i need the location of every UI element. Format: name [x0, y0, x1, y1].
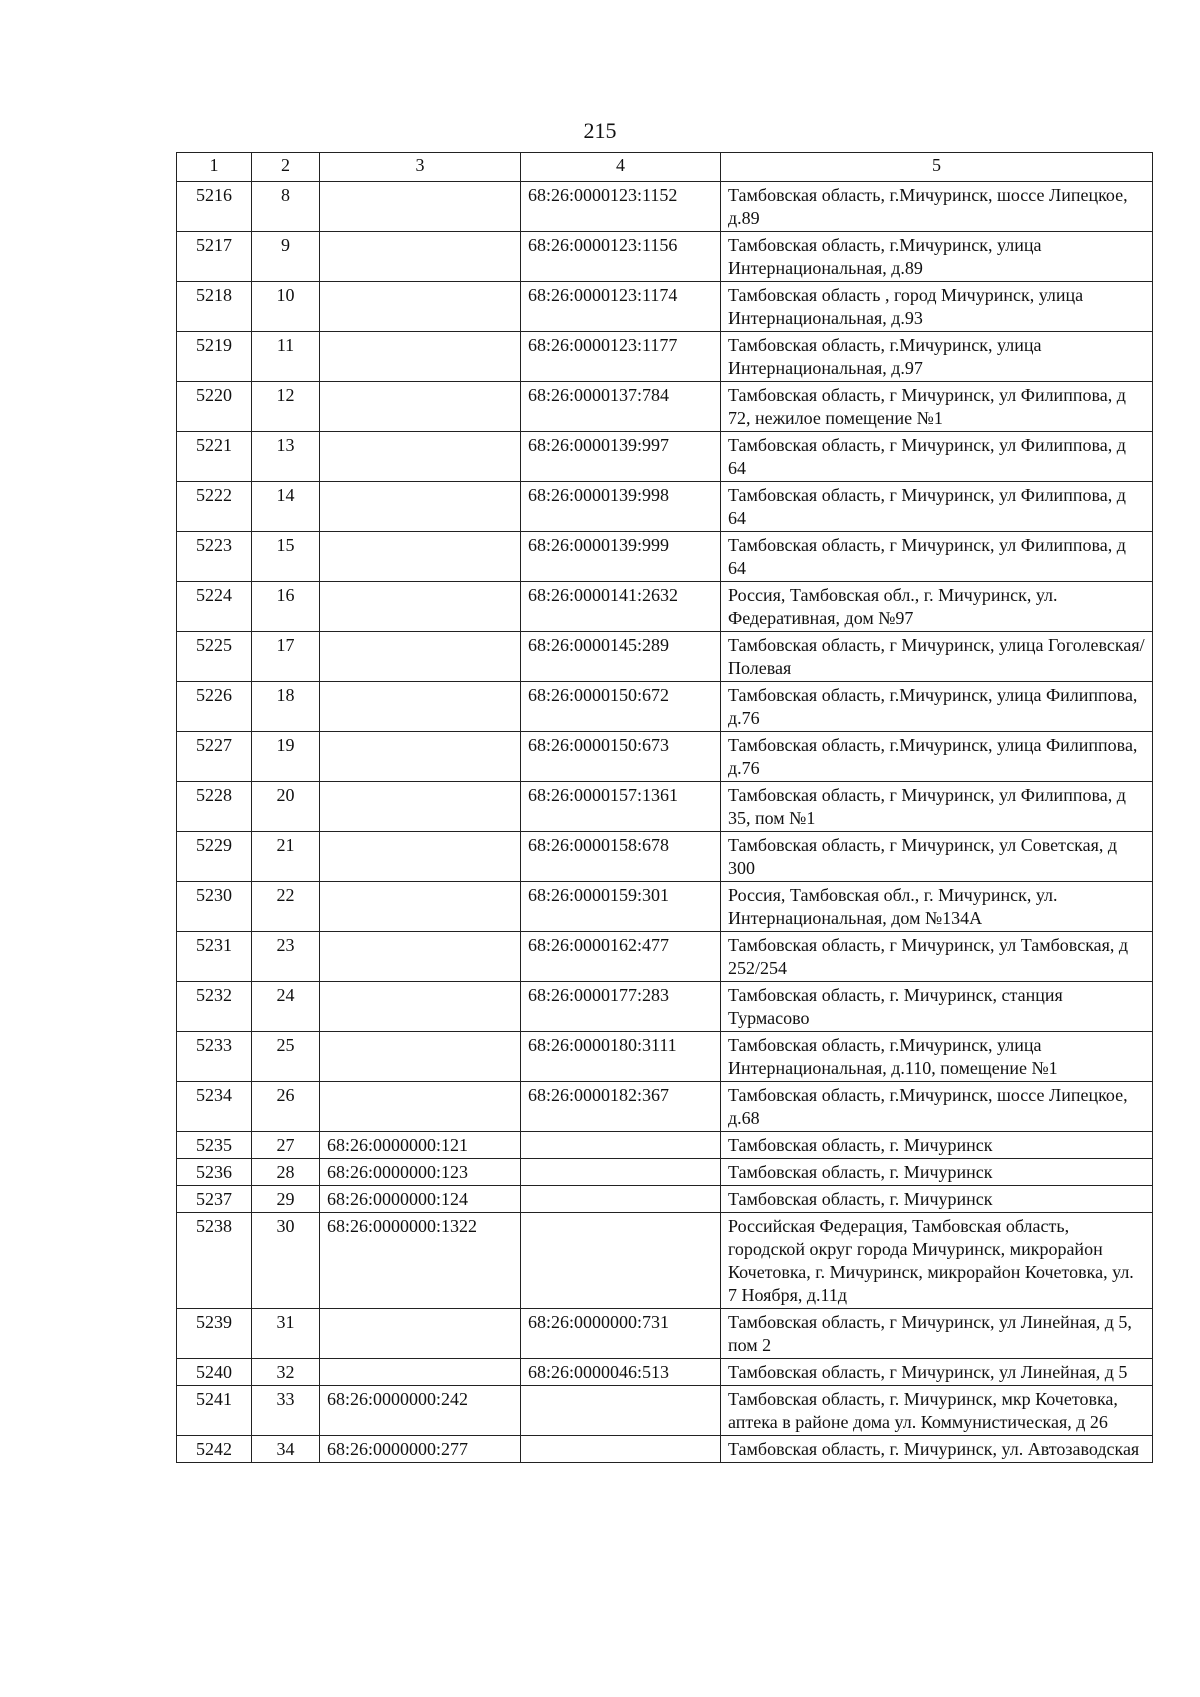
row-number-cell: 5235: [177, 1132, 252, 1159]
row-number-cell: 5226: [177, 682, 252, 732]
row-number-cell: 5238: [177, 1213, 252, 1309]
cadastral-col4-cell: 68:26:0000150:673: [521, 732, 721, 782]
cadastral-col3-cell: [320, 182, 521, 232]
address-cell: Тамбовская область, г Мичуринск, ул Советская, д 300: [721, 832, 1153, 882]
row-subnumber-cell: 24: [252, 982, 320, 1032]
cadastral-col3-cell: [320, 732, 521, 782]
row-subnumber-cell: 17: [252, 632, 320, 682]
address-cell: Тамбовская область, г.Мичуринск, улица Интернациональная, д.97: [721, 332, 1153, 382]
cadastral-col4-cell: 68:26:0000150:672: [521, 682, 721, 732]
table-row: [177, 182, 1153, 232]
cadastral-col4-cell: 68:26:0000177:283: [521, 982, 721, 1032]
row-number-cell: 5216: [177, 182, 252, 232]
address-cell: Тамбовская область, г.Мичуринск, улица Интернациональная, д.89: [721, 232, 1153, 282]
cadastral-col3-cell: [320, 682, 521, 732]
row-subnumber-cell: 23: [252, 932, 320, 982]
table-row: [177, 1159, 1153, 1186]
row-subnumber-cell: 34: [252, 1436, 320, 1463]
row-subnumber-cell: 33: [252, 1386, 320, 1436]
address-cell: Тамбовская область, г. Мичуринск, ул. Автозаводская: [721, 1436, 1153, 1463]
table-row: [177, 232, 1153, 282]
cadastral-col3-cell: 68:26:0000000:1322: [320, 1213, 521, 1309]
row-subnumber-cell: 13: [252, 432, 320, 482]
cadastral-col3-cell: [320, 532, 521, 582]
address-cell: Тамбовская область, г Мичуринск, ул Линейная, д 5: [721, 1359, 1153, 1386]
address-cell: Тамбовская область, г. Мичуринск: [721, 1186, 1153, 1213]
cadastral-col3-cell: [320, 932, 521, 982]
table-row: [177, 432, 1153, 482]
row-number-cell: 5217: [177, 232, 252, 282]
address-cell: Тамбовская область, г. Мичуринск, станция Турмасово: [721, 982, 1153, 1032]
cadastral-col3-cell: [320, 782, 521, 832]
table-row: [177, 1132, 1153, 1159]
cadastral-col3-cell: [320, 1082, 521, 1132]
cadastral-col3-cell: 68:26:0000000:121: [320, 1132, 521, 1159]
table-row: [177, 1436, 1153, 1463]
cadastral-col4-cell: [521, 1213, 721, 1309]
row-subnumber-cell: 22: [252, 882, 320, 932]
address-cell: Тамбовская область, г Мичуринск, ул Филиппова, д 64: [721, 432, 1153, 482]
cadastral-col3-cell: [320, 632, 521, 682]
cadastral-col3-cell: [320, 332, 521, 382]
cadastral-col4-cell: 68:26:0000145:289: [521, 632, 721, 682]
header-col-1: 1: [177, 153, 252, 182]
address-cell: Россия, Тамбовская обл., г. Мичуринск, ул. Интернациональная, дом №134А: [721, 882, 1153, 932]
row-number-cell: 5240: [177, 1359, 252, 1386]
row-number-cell: 5228: [177, 782, 252, 832]
table-row: [177, 932, 1153, 982]
table-row: [177, 1213, 1153, 1309]
row-number-cell: 5224: [177, 582, 252, 632]
cadastral-col4-cell: 68:26:0000046:513: [521, 1359, 721, 1386]
cadastral-col3-cell: [320, 232, 521, 282]
table-row: [177, 1032, 1153, 1082]
header-row: [177, 153, 1153, 182]
row-subnumber-cell: 9: [252, 232, 320, 282]
row-subnumber-cell: 31: [252, 1309, 320, 1359]
cadastral-col4-cell: 68:26:0000157:1361: [521, 782, 721, 832]
cadastral-col4-cell: 68:26:0000000:731: [521, 1309, 721, 1359]
cadastral-col4-cell: 68:26:0000137:784: [521, 382, 721, 432]
cadastral-col3-cell: [320, 982, 521, 1032]
row-number-cell: 5223: [177, 532, 252, 582]
row-number-cell: 5225: [177, 632, 252, 682]
row-number-cell: 5221: [177, 432, 252, 482]
table-row: [177, 632, 1153, 682]
table-row: [177, 1186, 1153, 1213]
row-number-cell: 5220: [177, 382, 252, 432]
cadastral-col3-cell: [320, 832, 521, 882]
row-subnumber-cell: 15: [252, 532, 320, 582]
cadastral-col3-cell: [320, 882, 521, 932]
table-row: [177, 682, 1153, 732]
row-number-cell: 5222: [177, 482, 252, 532]
row-number-cell: 5229: [177, 832, 252, 882]
address-cell: Тамбовская область, г. Мичуринск: [721, 1159, 1153, 1186]
cadastral-col4-cell: [521, 1159, 721, 1186]
row-subnumber-cell: 30: [252, 1213, 320, 1309]
row-number-cell: 5218: [177, 282, 252, 332]
row-subnumber-cell: 32: [252, 1359, 320, 1386]
cadastral-col4-cell: 68:26:0000123:1177: [521, 332, 721, 382]
row-subnumber-cell: 26: [252, 1082, 320, 1132]
header-col-2: 2: [252, 153, 320, 182]
row-subnumber-cell: 20: [252, 782, 320, 832]
address-cell: Тамбовская область, г.Мичуринск, шоссе Липецкое, д.89: [721, 182, 1153, 232]
cadastral-col4-cell: [521, 1186, 721, 1213]
cadastral-col3-cell: [320, 1359, 521, 1386]
row-subnumber-cell: 11: [252, 332, 320, 382]
cadastral-col4-cell: 68:26:0000162:477: [521, 932, 721, 982]
cadastral-col4-cell: 68:26:0000139:998: [521, 482, 721, 532]
address-cell: Тамбовская область, г. Мичуринск, мкр Кочетовка, аптека в районе дома ул. Коммунистическая, д 26: [721, 1386, 1153, 1436]
cadastral-col3-cell: [320, 1032, 521, 1082]
address-cell: Тамбовская область, г. Мичуринск: [721, 1132, 1153, 1159]
table-body: [177, 182, 1153, 1463]
address-cell: Тамбовская область, г Мичуринск, ул Филиппова, д 72, нежилое помещение №1: [721, 382, 1153, 432]
row-number-cell: 5242: [177, 1436, 252, 1463]
cadastral-col4-cell: 68:26:0000141:2632: [521, 582, 721, 632]
row-number-cell: 5232: [177, 982, 252, 1032]
row-number-cell: 5230: [177, 882, 252, 932]
header-col-4: 4: [521, 153, 721, 182]
cadastral-col4-cell: [521, 1436, 721, 1463]
cadastral-col3-cell: 68:26:0000000:242: [320, 1386, 521, 1436]
cadastral-col4-cell: 68:26:0000159:301: [521, 882, 721, 932]
row-number-cell: 5234: [177, 1082, 252, 1132]
table-row: [177, 282, 1153, 332]
row-number-cell: 5236: [177, 1159, 252, 1186]
row-subnumber-cell: 8: [252, 182, 320, 232]
row-number-cell: 5237: [177, 1186, 252, 1213]
table-row: [177, 582, 1153, 632]
table-row: [177, 1359, 1153, 1386]
table-row: [177, 1309, 1153, 1359]
row-subnumber-cell: 29: [252, 1186, 320, 1213]
cadastral-col4-cell: 68:26:0000180:3111: [521, 1032, 721, 1082]
table-row: [177, 1386, 1153, 1436]
address-cell: Тамбовская область, г.Мичуринск, шоссе Липецкое, д.68: [721, 1082, 1153, 1132]
row-number-cell: 5239: [177, 1309, 252, 1359]
address-cell: Тамбовская область, г Мичуринск, ул Филиппова, д 64: [721, 482, 1153, 532]
table-row: [177, 782, 1153, 832]
address-cell: Российская Федерация, Тамбовская область, городской округ города Мичуринск, микрорайон Кочетовка, г. Мичуринск, микрорайон Кочетовка, ул. 7 Ноября, д.11д: [721, 1213, 1153, 1309]
row-number-cell: 5219: [177, 332, 252, 382]
cadastral-col4-cell: 68:26:0000123:1156: [521, 232, 721, 282]
address-cell: Тамбовская область, г.Мичуринск, улица Интернациональная, д.110, помещение №1: [721, 1032, 1153, 1082]
address-cell: Тамбовская область, г Мичуринск, ул Филиппова, д 64: [721, 532, 1153, 582]
row-number-cell: 5227: [177, 732, 252, 782]
cadastral-col3-cell: 68:26:0000000:123: [320, 1159, 521, 1186]
row-subnumber-cell: 27: [252, 1132, 320, 1159]
row-subnumber-cell: 28: [252, 1159, 320, 1186]
address-cell: Тамбовская область, г.Мичуринск, улица Филиппова, д.76: [721, 682, 1153, 732]
registry-table: [176, 152, 1153, 1463]
cadastral-col4-cell: 68:26:0000158:678: [521, 832, 721, 882]
row-number-cell: 5233: [177, 1032, 252, 1082]
page-number: 215: [583, 118, 617, 143]
header-col-3: 3: [320, 153, 521, 182]
cadastral-col3-cell: 68:26:0000000:124: [320, 1186, 521, 1213]
table-row: [177, 732, 1153, 782]
table-row: [177, 482, 1153, 532]
row-subnumber-cell: 12: [252, 382, 320, 432]
address-cell: Россия, Тамбовская обл., г. Мичуринск, ул. Федеративная, дом №97: [721, 582, 1153, 632]
row-subnumber-cell: 21: [252, 832, 320, 882]
row-number-cell: 5241: [177, 1386, 252, 1436]
cadastral-col3-cell: [320, 282, 521, 332]
row-subnumber-cell: 25: [252, 1032, 320, 1082]
address-cell: Тамбовская область, г Мичуринск, ул Филиппова, д 35, пом №1: [721, 782, 1153, 832]
table-row: [177, 832, 1153, 882]
address-cell: Тамбовская область, г Мичуринск, ул Линейная, д 5, пом 2: [721, 1309, 1153, 1359]
cadastral-col3-cell: [320, 382, 521, 432]
table-row: [177, 532, 1153, 582]
address-cell: Тамбовская область , город Мичуринск, улица Интернациональная, д.93: [721, 282, 1153, 332]
cadastral-col3-cell: [320, 432, 521, 482]
row-subnumber-cell: 18: [252, 682, 320, 732]
row-number-cell: 5231: [177, 932, 252, 982]
cadastral-col4-cell: 68:26:0000182:367: [521, 1082, 721, 1132]
address-cell: Тамбовская область, г.Мичуринск, улица Филиппова, д.76: [721, 732, 1153, 782]
address-cell: Тамбовская область, г Мичуринск, ул Тамбовская, д 252/254: [721, 932, 1153, 982]
table-row: [177, 882, 1153, 932]
cadastral-col4-cell: [521, 1132, 721, 1159]
header-col-5: 5: [721, 153, 1153, 182]
cadastral-col4-cell: [521, 1386, 721, 1436]
row-subnumber-cell: 14: [252, 482, 320, 532]
table-row: [177, 382, 1153, 432]
table-row: [177, 332, 1153, 382]
row-subnumber-cell: 10: [252, 282, 320, 332]
cadastral-col3-cell: 68:26:0000000:277: [320, 1436, 521, 1463]
cadastral-col3-cell: [320, 1309, 521, 1359]
cadastral-col4-cell: 68:26:0000123:1174: [521, 282, 721, 332]
cadastral-col4-cell: 68:26:0000139:999: [521, 532, 721, 582]
cadastral-col4-cell: 68:26:0000139:997: [521, 432, 721, 482]
address-cell: Тамбовская область, г Мичуринск, улица Гоголевская/Полевая: [721, 632, 1153, 682]
row-subnumber-cell: 16: [252, 582, 320, 632]
cadastral-col3-cell: [320, 582, 521, 632]
cadastral-col4-cell: 68:26:0000123:1152: [521, 182, 721, 232]
table-row: [177, 982, 1153, 1032]
row-subnumber-cell: 19: [252, 732, 320, 782]
table-row: [177, 1082, 1153, 1132]
cadastral-col3-cell: [320, 482, 521, 532]
